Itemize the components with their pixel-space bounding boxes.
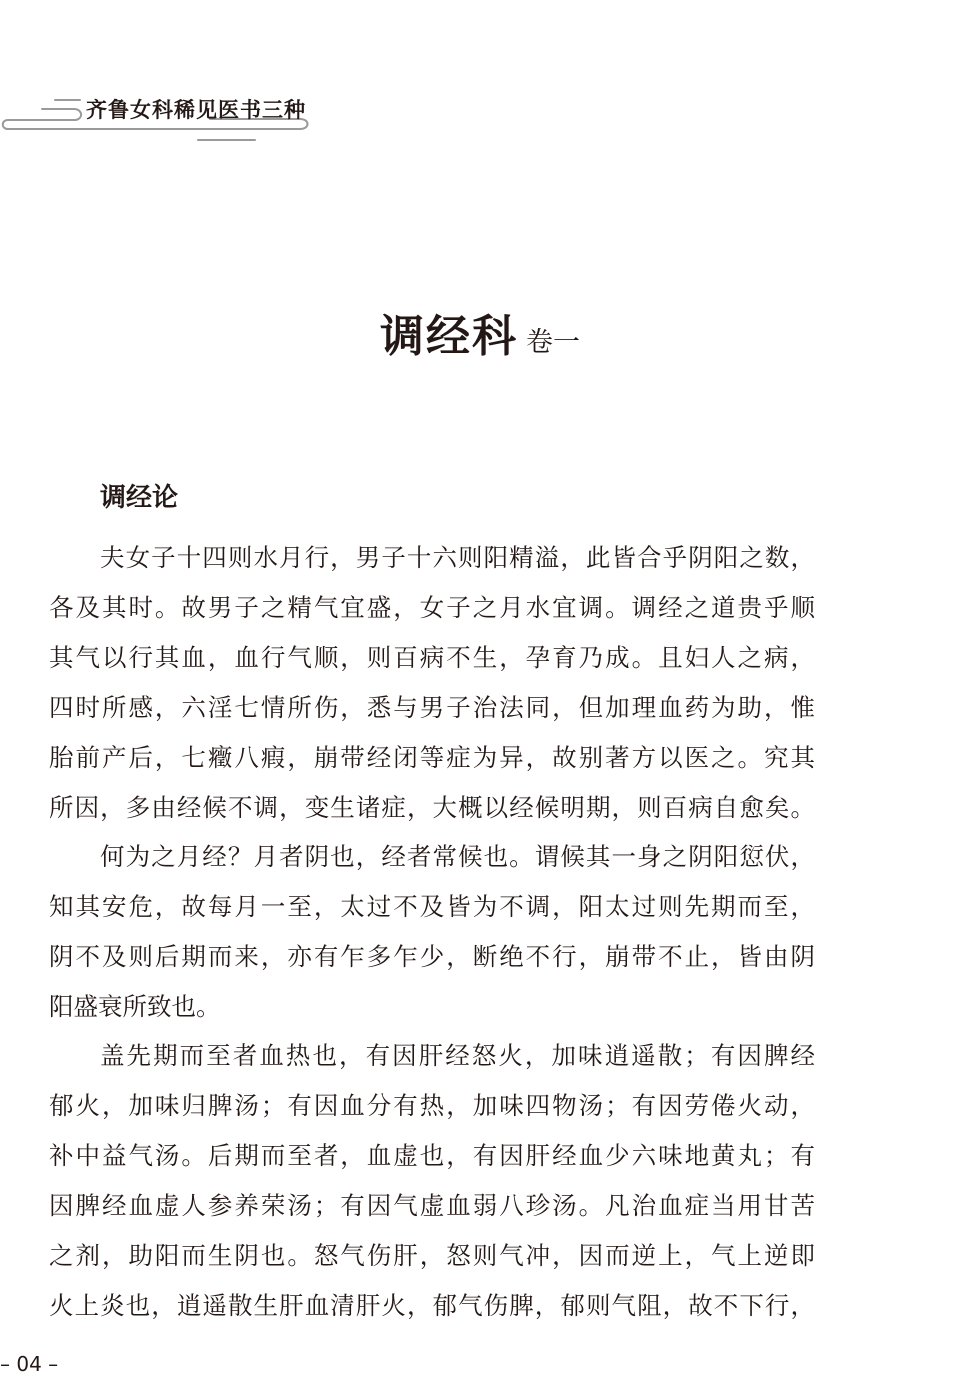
body-text-line: 何为之月经？月者阴也，经者常候也。谓候其一身之阴阳愆伏， xyxy=(100,842,815,871)
chapter-title-main: 调经科 xyxy=(380,311,518,362)
chapter-volume: 卷一 xyxy=(526,327,580,358)
body-text-line: 因脾经血虚人参养荣汤；有因气虚血弱八珍汤。凡治血症当用甘苦 xyxy=(49,1191,815,1220)
chapter-title xyxy=(0,300,960,364)
body-text-line: 所因，多由经候不调，变生诸症，大概以经候明期，则百病自愈矣。 xyxy=(49,793,815,822)
body-text-line: 盖先期而至者血热也，有因肝经怒火，加味逍遥散；有因脾经 xyxy=(100,1041,815,1070)
body-text-line: 其气以行其血，血行气顺，则百病不生，孕育乃成。且妇人之病， xyxy=(49,643,815,672)
body-text-line: 阴不及则后期而来，亦有乍多乍少，断绝不行，崩带不止，皆由阴 xyxy=(49,942,815,971)
running-title: 齐鲁女科稀见医书三种 xyxy=(86,97,306,122)
body-text-line: 郁火，加味归脾汤；有因血分有热，加味四物汤；有因劳倦火动， xyxy=(49,1091,815,1120)
body-text-line: 各及其时。故男子之精气宜盛，女子之月水宜调。调经之道贵乎顺 xyxy=(49,593,815,622)
page-number: – 04 – xyxy=(0,1352,59,1376)
body-text-line: 知其安危，故每月一至，太过不及皆为不调，阳太过则先期而至， xyxy=(49,892,815,921)
body-text-line: 补中益气汤。后期而至者，血虚也，有因肝经血少六味地黄丸；有 xyxy=(49,1141,815,1170)
body-text-line: 阳盛衰所致也。 xyxy=(49,992,221,1021)
body-text-line: 四时所感，六淫七情所伤，悉与男子治法同，但加理血药为助，惟 xyxy=(49,693,815,722)
body-text-line: 之剂，助阳而生阴也。怒气伤肝，怒则气冲，因而逆上，气上逆即 xyxy=(49,1241,815,1270)
body-text-line: 火上炎也，逍遥散生肝血清肝火，郁气伤脾，郁则气阻，故不下行， xyxy=(49,1291,815,1320)
body-text-line: 夫女子十四则水月行，男子十六则阳精溢，此皆合乎阴阳之数， xyxy=(100,543,815,572)
section-heading: 调经论 xyxy=(100,483,179,513)
body-text-line: 胎前产后，七癥八瘕，崩带经闭等症为异，故别著方以医之。究其 xyxy=(49,743,815,772)
